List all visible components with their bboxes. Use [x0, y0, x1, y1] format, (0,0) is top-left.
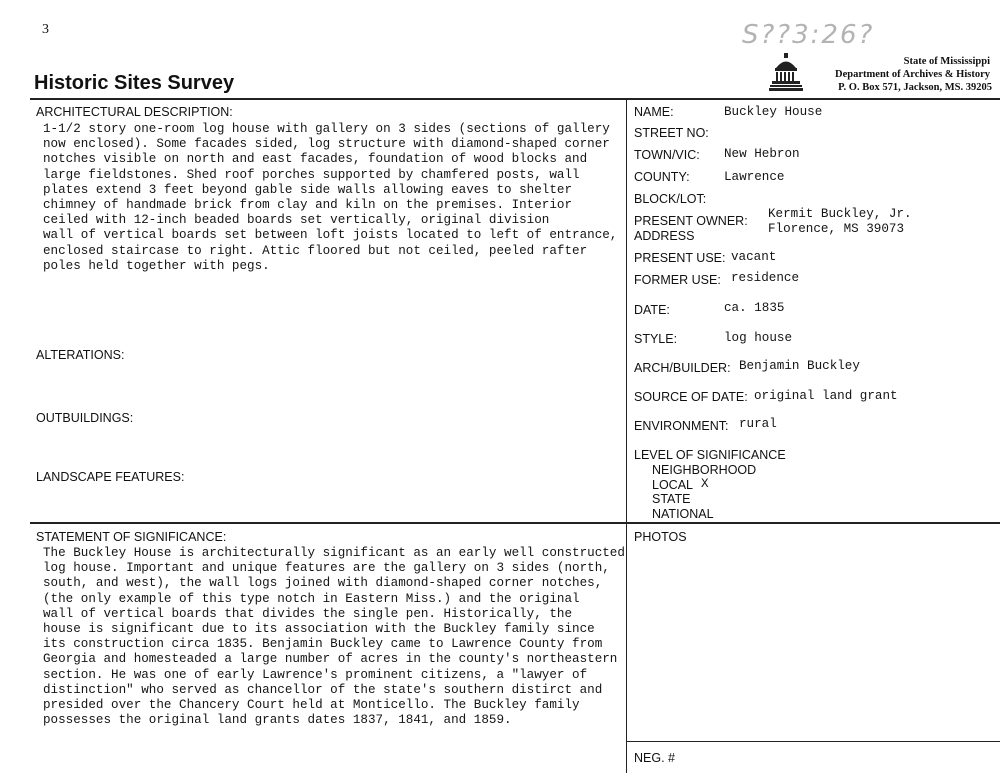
text-line: now enclosed). Some facades sided, log structure with diamond-shaped corner: [43, 137, 610, 152]
text-line: section. He was one of early Lawrence's prominent citizens, a "lawyer of: [43, 667, 588, 682]
local-label: LOCAL: [652, 478, 693, 492]
style-label: STYLE:: [634, 332, 678, 346]
county-value: Lawrence: [724, 170, 785, 184]
statement-of-significance-label: STATEMENT OF SIGNIFICANCE:: [36, 530, 227, 544]
former-use-label: FORMER USE:: [634, 273, 721, 287]
handwritten-catalog-number: S??3:26?: [742, 20, 875, 50]
page-number: 3: [42, 22, 49, 37]
present-use-label: PRESENT USE:: [634, 251, 726, 265]
agency-state: State of Mississippi: [903, 56, 990, 67]
state-label: STATE: [652, 492, 691, 506]
present-owner-label: PRESENT OWNER:: [634, 214, 748, 228]
text-line: wall of vertical boards that divides the single pen. Historically, the: [43, 606, 573, 621]
present-owner-value: Kermit Buckley, Jr.: [768, 207, 912, 221]
alterations-label: ALTERATIONS:: [36, 348, 125, 362]
text-line: 1-1/2 story one-room log house with gallery on 3 sides (sections of gallery: [43, 122, 610, 136]
arch-builder-value: Benjamin Buckley: [739, 359, 860, 373]
source-of-date-label: SOURCE OF DATE:: [634, 390, 748, 404]
town-vicinity-value: New Hebron: [724, 147, 800, 161]
text-line: ceiled with 12-inch beaded boards set vertically, original division: [43, 213, 550, 228]
former-use-value: residence: [731, 271, 800, 285]
neighborhood-label: NEIGHBORHOOD: [652, 463, 757, 477]
text-line: wall of vertical boards set between loft joists located to left of entrance,: [43, 228, 618, 243]
date-label: DATE:: [634, 303, 670, 317]
text-line: enclosed staircase to right. Attic floored but not ceiled, peeled rafter: [43, 243, 588, 258]
date-value: ca. 1835: [724, 301, 785, 315]
photos-label: PHOTOS: [634, 530, 687, 544]
arch-builder-label: ARCH/BUILDER:: [634, 361, 731, 375]
local-mark: X: [701, 477, 709, 491]
text-line: large fieldstones. Shed roof porches supported by chamfered posts, wall: [43, 167, 580, 182]
environment-value: rural: [739, 417, 777, 431]
top-rule: [30, 98, 1000, 100]
landscape-features-label: LANDSCAPE FEATURES:: [36, 470, 185, 484]
text-line: presided over the Chancery Court held at Monticello. The Buckley family: [43, 698, 580, 713]
text-line: house is significant due to its association with the Buckley family since: [43, 622, 595, 637]
outbuildings-label: OUTBUILDINGS:: [36, 411, 134, 425]
agency-department: Department of Archives & History: [835, 69, 990, 80]
column-divider: [626, 99, 627, 773]
form-title: Historic Sites Survey: [34, 72, 235, 94]
name-label: NAME:: [634, 105, 674, 119]
architectural-description-label: ARCHITECTURAL DESCRIPTION:: [36, 105, 233, 119]
text-line: possesses the original land grants dates 1837, 1841, and 1859.: [43, 713, 512, 728]
text-line: its construction circa 1835. Benjamin Buckley came to Lawrence County from: [43, 637, 603, 652]
middle-rule: [30, 522, 1000, 524]
owner-address-value: Florence, MS 39073: [768, 222, 905, 236]
address-label: ADDRESS: [634, 229, 695, 243]
street-number-label: STREET NO:: [634, 126, 709, 140]
negative-number-label: NEG. #: [634, 751, 675, 765]
town-vicinity-label: TOWN/VIC:: [634, 148, 700, 162]
name-value: Buckley House: [724, 105, 823, 119]
present-use-value: vacant: [731, 250, 777, 264]
text-line: notches visible on north and east facades, foundation of wood blocks and: [43, 152, 588, 167]
neg-rule: [626, 741, 1000, 742]
source-of-date-value: original land grant: [754, 389, 898, 403]
county-label: COUNTY:: [634, 170, 690, 184]
text-line: south, and west), the wall logs joined with diamond-shaped corner notches,: [43, 576, 603, 591]
statement-of-significance-text: [43, 546, 625, 728]
text-line: poles held together with pegs.: [43, 258, 270, 273]
style-value: log house: [724, 331, 793, 345]
agency-address: P. O. Box 571, Jackson, MS. 39205: [838, 82, 992, 93]
text-line: log house. Important and unique features are the gallery on 3 sides (north,: [43, 561, 610, 576]
block-lot-label: BLOCK/LOT:: [634, 192, 707, 206]
national-label: NATIONAL: [652, 507, 714, 521]
text-line: The Buckley House is architecturally significant as an early well constructed: [43, 546, 625, 560]
text-line: Georgia and homesteaded a large number of acres in the county's northeastern: [43, 652, 618, 667]
environment-label: ENVIRONMENT:: [634, 419, 729, 433]
architectural-description-text: [43, 122, 617, 274]
level-of-significance-label: LEVEL OF SIGNIFICANCE: [634, 448, 786, 462]
text-line: chimney of handmade brick from clay and kiln on the premises. Interior: [43, 198, 573, 213]
capitol-seal-icon: [769, 52, 803, 94]
text-line: distinction" who served as chancellor of the state's southern distirct and: [43, 682, 603, 697]
text-line: plates extend 3 feet beyond gable side walls allowing eaves to shelter: [43, 182, 573, 197]
text-line: (the only example of this type notch in Eastern Miss.) and the original: [43, 591, 580, 606]
